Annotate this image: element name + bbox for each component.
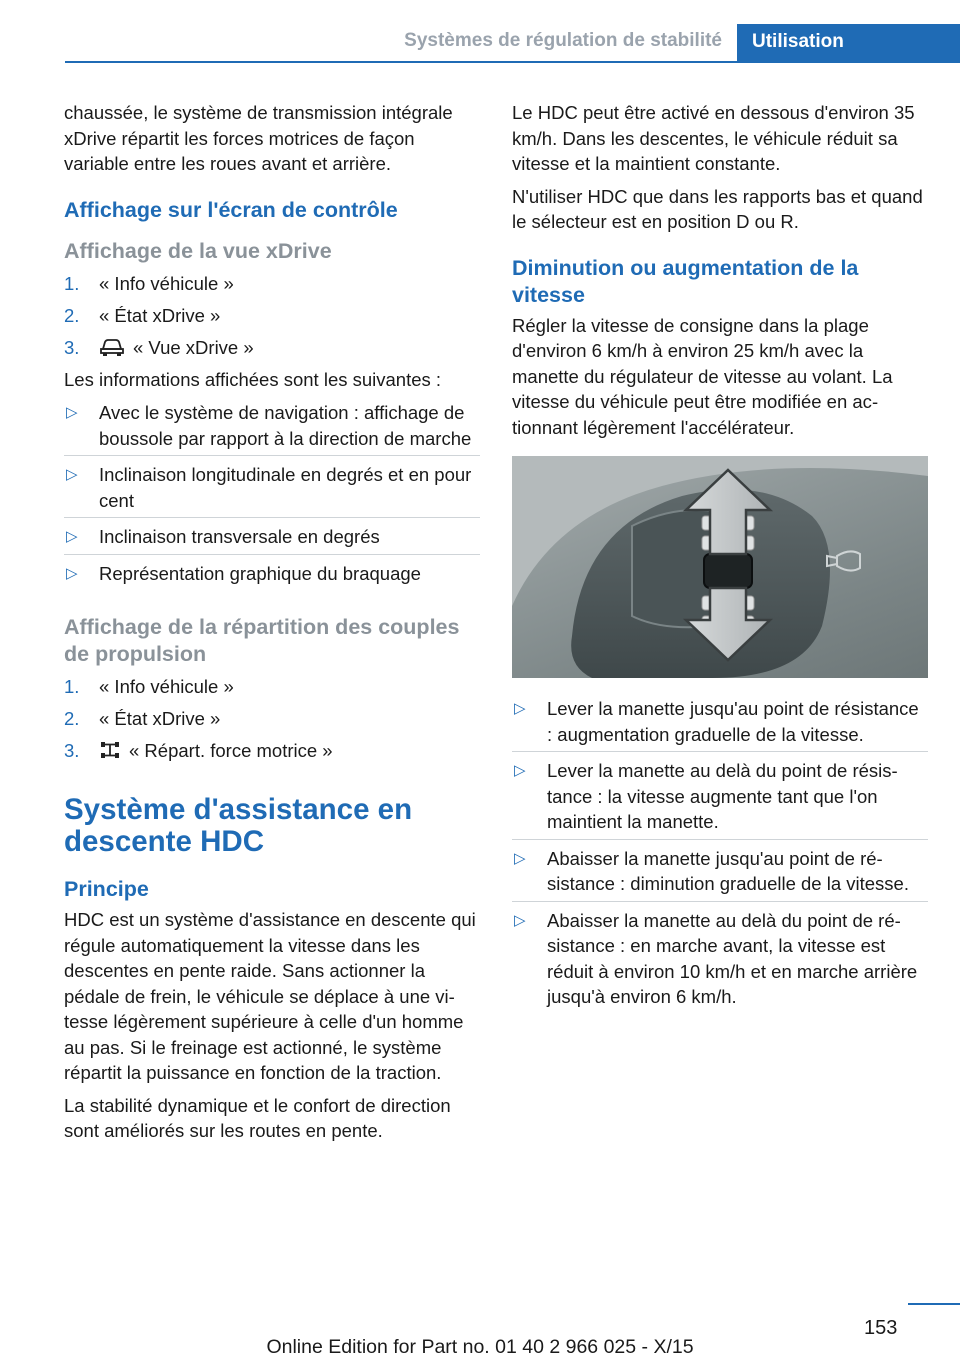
- page-number: 153: [864, 1317, 898, 1339]
- triangle-bullet-icon: ▷: [514, 700, 526, 717]
- list-item: ▷ Avec le système de navigation : affichage de boussole par rapport à la direction de marche: [64, 398, 480, 453]
- edition-footer: Online Edition for Part no. 01 40 2 966 025 - X/15: [266, 1336, 694, 1358]
- list-item: ▷ Inclinaison transversale en degrés: [64, 522, 480, 552]
- heading-control-display: Affichage sur l'écran de contrôle: [64, 197, 398, 222]
- xdrive-car-icon: [99, 337, 125, 364]
- list-item: ▷ Lever la manette au delà du point de résistance : la vitesse augmente tant que l'on maintient la manette.: [512, 756, 928, 837]
- list-item: ▷ Représentation graphique du braquage: [64, 559, 480, 589]
- heading-principle: Principe: [64, 877, 149, 901]
- right-column: [512, 100, 928, 1012]
- info-intro: Les informations affichées sont les suivantes :: [64, 368, 442, 390]
- page-number-rule: [908, 1303, 960, 1305]
- heading-speed-adjust: Diminution ou augmentation de la vitesse: [512, 255, 859, 307]
- lever-actions-list: [512, 694, 928, 1012]
- heading-xdrive-view: Affichage de la vue xDrive: [64, 238, 332, 263]
- info-list: [64, 398, 480, 588]
- header-rule: [65, 61, 960, 63]
- principle-paragraph-2: La stabilité dynamique et le confort de direction sont améliorés sur les routes en pente.: [64, 1094, 451, 1141]
- section-title: Systèmes de régulation de stabilité: [404, 30, 722, 51]
- step-item: 1. « Info véhicule »: [64, 676, 234, 697]
- list-item: ▷ Abaisser la manette jusqu'au point de résistance : diminution graduelle de la vitesse.: [512, 844, 928, 899]
- drive-force-icon: [99, 740, 121, 767]
- list-item: ▷ Abaisser la manette au delà du point de résistance : en marche avant, la vitesse est réduit à environ 10 km/h et en marche arrière jusqu'à environ 6 km/h.: [514, 909, 918, 1007]
- principle-paragraph-1: HDC est un système d'assistance en descente qui régule automatiquement la vitesse dans les descentes en pente raide. Sans actionner la pédale de frein, le véhicule se déplace à une vitesse légèrement supérieure à celle d'un homme au pas. Si le freinage est actionné, le système répartit la puissance en fonction de la traction.: [64, 909, 476, 1083]
- page-header: [0, 0, 960, 62]
- speed-adjust-paragraph: Régler la vitesse de consigne dans la plage d'environ 6 km/h à environ 25 km/h avec la manette du régulateur de vitesse au volant. La vitesse du véhicule peut être modifiée en actionnant légèrement l'accélérateur.: [512, 314, 893, 438]
- step-item: 3. « Vue xDrive »: [64, 335, 480, 367]
- steering-wheel-lever-photo: [512, 456, 928, 678]
- step-item: 1. « Info véhicule »: [64, 272, 234, 294]
- left-column: [64, 100, 480, 1151]
- xdrive-view-steps: [64, 271, 480, 367]
- torque-steps: [64, 674, 480, 770]
- hdc-usage-paragraph: N'utiliser HDC que dans les rapports bas et quand le sélecteur est en position D ou R.: [512, 185, 923, 232]
- triangle-bullet-icon: ▷: [66, 404, 78, 421]
- intro-paragraph: chaussée, le système de transmission intégrale xDrive répartit les forces motrices de façon variable entre les roues avant et arrière.: [64, 102, 453, 174]
- step-item: 2. « État xDrive »: [64, 708, 221, 729]
- heading-torque-distribution: Affichage de la répartition des couples de propulsion: [64, 615, 460, 666]
- triangle-bullet-icon: ▷: [514, 762, 526, 779]
- hdc-activation-paragraph: Le HDC peut être activé en dessous d'environ 35 km/h. Dans les descentes, le véhicule réduit sa vitesse et la maintient constante.: [512, 102, 915, 174]
- list-item: ▷ Lever la manette jusqu'au point de résistance : augmentation graduelle de la vitesse.: [512, 694, 928, 749]
- triangle-bullet-icon: ▷: [66, 466, 78, 483]
- triangle-bullet-icon: ▷: [66, 564, 78, 582]
- list-item: ▷ Inclinaison longitudinale en degrés et en pour cent: [64, 460, 480, 515]
- step-item: 3. « Répart. force motrice »: [64, 738, 480, 770]
- step-item: 2. « État xDrive »: [64, 304, 221, 326]
- triangle-bullet-icon: ▷: [514, 849, 526, 867]
- triangle-bullet-icon: ▷: [514, 911, 526, 929]
- chapter-tab: Utilisation: [737, 24, 960, 62]
- heading-hdc: Système d'assistance en descente HDC: [64, 793, 413, 858]
- triangle-bullet-icon: ▷: [66, 528, 78, 545]
